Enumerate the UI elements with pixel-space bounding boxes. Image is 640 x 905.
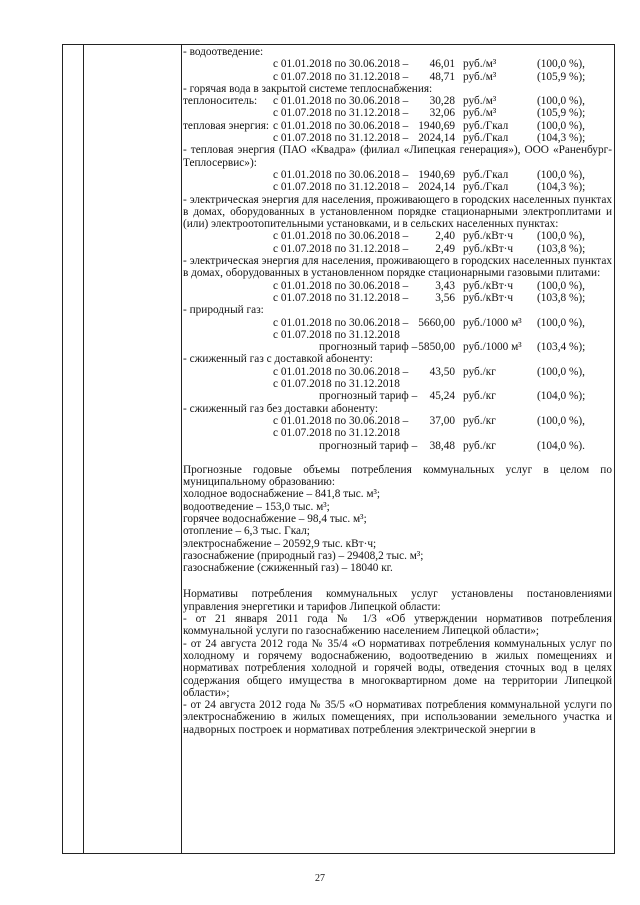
tariff-value: 2024,14 — [418, 181, 455, 194]
tariff-row — [183, 378, 612, 390]
table-frame — [62, 44, 615, 854]
tariff-date: с 01.01.2018 по 30.06.2018 – — [273, 168, 409, 181]
tariff-row — [183, 292, 612, 304]
tariff-value: 5850,00 — [418, 341, 455, 354]
tariff-row — [183, 230, 612, 242]
table-cell-content — [183, 46, 612, 736]
tariff-pct: (100,0 %), — [537, 316, 586, 329]
tariff-value: 45,24 — [429, 390, 455, 403]
tariff-date: с 01.01.2018 по 30.06.2018 – — [273, 316, 409, 329]
tariff-unit: руб./Гкал — [463, 168, 509, 181]
tariff-pct: (100,0 %), — [537, 119, 586, 132]
tariff-row — [183, 317, 612, 329]
tariff-date: прогнозный тариф – — [319, 439, 418, 452]
tariff-heading: - электрическая энергия для населения, проживающего в городских населенных пунктах в домах, оборудованных в установленном порядке стационарными электроплитами и (или) электроотопительными установками, и в сельских населенных пунктах: — [183, 193, 612, 231]
tariff-value: 43,50 — [429, 365, 455, 378]
tariff-pct: (103,4 %); — [537, 341, 586, 354]
forecast-intro: Прогнозные годовые объемы потребления коммунальных услуг в целом по муниципальному образованию: — [183, 463, 612, 489]
forecast-item: электроснабжение – 20592,9 тыс. кВт·ч; — [183, 537, 377, 550]
tariff-value: 38,48 — [429, 439, 455, 452]
tariff-unit: руб./м³ — [463, 107, 497, 120]
tariff-unit: руб./кВт·ч — [463, 242, 514, 255]
tariff-unit: руб./Гкал — [463, 132, 509, 145]
tariff-value: 30,28 — [429, 95, 455, 108]
tariff-value: 2,40 — [435, 230, 455, 243]
forecast-item: отопление – 6,3 тыс. Гкал; — [183, 525, 310, 538]
norms-intro: Нормативы потребления коммунальных услуг установлены постановлениями управления энергетики и тарифов Липецкой области: — [183, 588, 612, 613]
tariff-row — [183, 415, 612, 427]
tariff-value: 1940,69 — [418, 168, 455, 181]
tariff-pct: (100,0 %), — [537, 58, 586, 71]
tariff-pct: (104,0 %). — [537, 439, 586, 452]
tariff-label: теплоноситель: — [183, 95, 258, 108]
tariff-pct: (104,3 %); — [537, 132, 586, 145]
tariff-unit: руб./кг — [463, 414, 496, 427]
tariff-unit: руб./м³ — [463, 70, 497, 83]
tariff-heading: - тепловая энергия (ПАО «Квадра» (филиал «Липецкая генерация»), ООО «Раненбург-Теплосервис»): — [183, 144, 612, 169]
table-column-name — [83, 45, 182, 853]
tariff-value: 5660,00 — [418, 316, 455, 329]
tariff-pct: (104,3 %); — [537, 181, 586, 194]
tariff-date: с 01.07.2018 по 31.12.2018 – — [273, 291, 409, 304]
tariff-date: с 01.07.2018 по 31.12.2018 – — [273, 242, 409, 255]
tariff-row — [183, 243, 612, 255]
forecast-item: горячее водоснабжение – 98,4 тыс. м³; — [183, 512, 367, 525]
forecast-item: газоснабжение (природный газ) – 29408,2 тыс. м³; — [183, 549, 424, 562]
tariff-row — [183, 390, 612, 402]
tariff-value: 3,43 — [435, 279, 455, 292]
tariff-heading: - электрическая энергия для населения, проживающего в городских населенных пунктах в домах, оборудованных в установленном порядке стационарными газовыми плитами: — [183, 255, 612, 280]
tariff-unit: руб./1000 м³ — [463, 316, 522, 329]
tariff-row — [183, 169, 612, 181]
tariff-value: 48,71 — [429, 70, 455, 83]
tariff-date: прогнозный тариф – — [319, 390, 418, 403]
tariff-unit: руб./кВт·ч — [463, 291, 514, 304]
tariff-date: с 01.01.2018 по 30.06.2018 – — [273, 119, 409, 132]
tariff-row — [183, 132, 612, 144]
tariff-date: с 01.07.2018 по 31.12.2018 — [273, 328, 400, 341]
tariff-row — [183, 329, 612, 341]
tariff-pct: (103,8 %); — [537, 242, 586, 255]
table-column-number — [63, 45, 84, 853]
tariff-heading: - сжиженный газ с доставкой абоненту: — [183, 353, 373, 366]
tariff-date: с 01.07.2018 по 31.12.2018 — [273, 378, 400, 391]
tariff-value: 46,01 — [429, 58, 455, 71]
tariff-unit: руб./Гкал — [463, 119, 509, 132]
spacer — [183, 452, 612, 464]
tariff-unit: руб./кг — [463, 439, 496, 452]
tariff-row — [183, 107, 612, 119]
forecast-item: водоотведение – 153,0 тыс. м³; — [183, 500, 330, 513]
tariff-pct: (105,9 %); — [537, 107, 586, 120]
tariff-value: 2024,14 — [418, 132, 455, 145]
spacer — [183, 574, 612, 588]
norms-item: - от 24 августа 2012 года № 35/5 «О нормативах потребления коммунальной услуги по электроснабжению в жилых помещениях, при использовании земельного участка и надворных построек и нормативах потребления электрической энергии в — [183, 699, 612, 736]
tariff-pct: (100,0 %), — [537, 279, 586, 292]
tariff-row — [183, 71, 612, 83]
tariff-date: с 01.01.2018 по 30.06.2018 – — [273, 95, 409, 108]
tariff-pct: (105,9 %); — [537, 70, 586, 83]
tariff-value: 3,56 — [435, 291, 455, 304]
tariff-pct: (100,0 %), — [537, 230, 586, 243]
tariff-pct: (103,8 %); — [537, 291, 586, 304]
tariff-date: с 01.01.2018 по 30.06.2018 – — [273, 365, 409, 378]
norms-item: - от 24 августа 2012 года № 35/4 «О нормативах потребления коммунальных услуг по холодному и горячему водоснабжению, водоотведению в жилых помещениях и нормативах потребления холодной и горячей воды, отведения сточных вод в целях содержания общего имущества в многоквартирном доме на территории Липецкой области»; — [183, 637, 612, 699]
tariff-value: 2,49 — [435, 242, 455, 255]
forecast-item: газоснабжение (сжиженный газ) – 18040 кг. — [183, 562, 393, 575]
tariff-pct: (104,0 %); — [537, 390, 586, 403]
tariff-date: с 01.07.2018 по 31.12.2018 – — [273, 107, 409, 120]
tariff-date: с 01.01.2018 по 30.06.2018 – — [273, 230, 409, 243]
tariff-row — [183, 341, 612, 353]
tariff-heading: - сжиженный газ без доставки абоненту: — [183, 402, 379, 415]
tariff-unit: руб./кг — [463, 365, 496, 378]
tariff-row — [183, 120, 612, 132]
tariff-date: с 01.01.2018 по 30.06.2018 – — [273, 58, 409, 71]
tariff-heading: - горячая вода в закрытой системе теплоснабжения: — [183, 82, 433, 95]
norms-item: - от 21 января 2011 года № 1/3 «Об утверждении нормативов потребления коммунальной услуги по газоснабжению населением Липецкой области»; — [183, 613, 612, 638]
tariff-value: 37,00 — [429, 414, 455, 427]
tariff-unit: руб./м³ — [463, 58, 497, 71]
tariff-row — [183, 181, 612, 193]
tariff-pct: (100,0 %), — [537, 95, 586, 108]
tariff-value: 32,06 — [429, 107, 455, 120]
tariff-unit: руб./кВт·ч — [463, 279, 514, 292]
forecast-item: холодное водоснабжение – 841,8 тыс. м³; — [183, 488, 381, 501]
tariff-label: тепловая энергия: — [183, 119, 270, 132]
tariff-value: 1940,69 — [418, 119, 455, 132]
tariff-date: с 01.01.2018 по 30.06.2018 – — [273, 414, 409, 427]
tariff-row — [183, 427, 612, 439]
tariff-date: с 01.07.2018 по 31.12.2018 – — [273, 70, 409, 83]
tariff-row — [183, 366, 612, 378]
tariff-heading: - природный газ: — [183, 304, 264, 317]
page-number: 27 — [315, 873, 325, 884]
tariff-heading: - водоотведение: — [183, 46, 264, 58]
tariff-unit: руб./1000 м³ — [463, 341, 522, 354]
tariff-pct: (100,0 %), — [537, 414, 586, 427]
tariff-date: прогнозный тариф – — [319, 341, 418, 354]
tariff-row — [183, 95, 612, 107]
tariff-pct: (100,0 %), — [537, 365, 586, 378]
tariff-date: с 01.01.2018 по 30.06.2018 – — [273, 279, 409, 292]
tariff-pct: (100,0 %), — [537, 168, 586, 181]
tariff-row — [183, 440, 612, 452]
tariff-row — [183, 58, 612, 70]
tariff-date: с 01.07.2018 по 31.12.2018 — [273, 427, 400, 440]
tariff-unit: руб./кВт·ч — [463, 230, 514, 243]
tariff-unit: руб./кг — [463, 390, 496, 403]
tariff-unit: руб./Гкал — [463, 181, 509, 194]
tariff-date: с 01.07.2018 по 31.12.2018 – — [273, 181, 409, 194]
tariff-date: с 01.07.2018 по 31.12.2018 – — [273, 132, 409, 145]
tariff-row — [183, 280, 612, 292]
tariff-unit: руб./м³ — [463, 95, 497, 108]
